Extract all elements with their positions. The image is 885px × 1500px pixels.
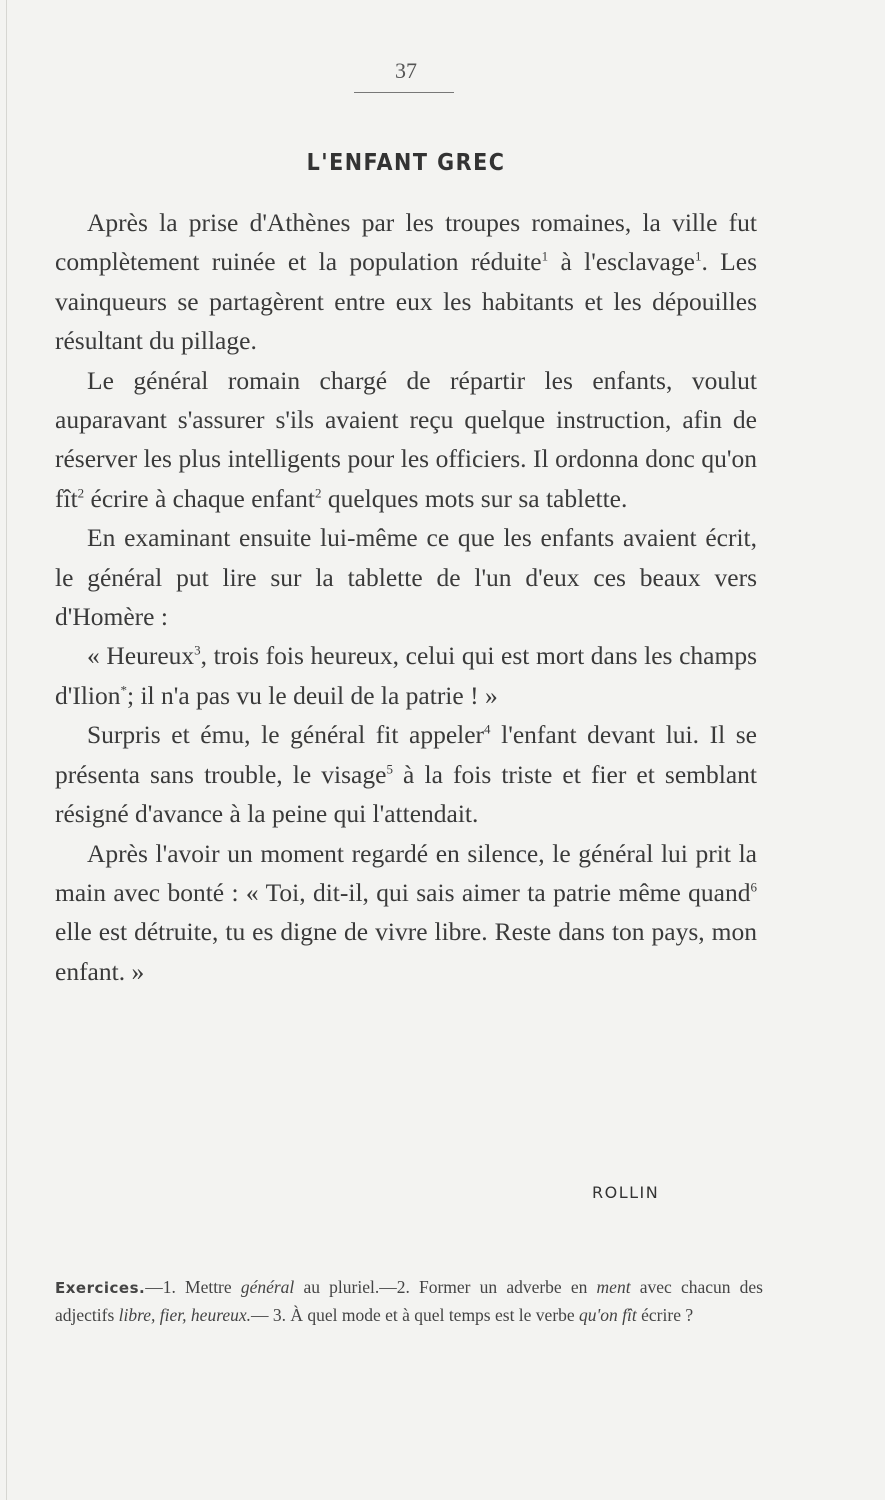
footnote-marker: 3 bbox=[194, 642, 201, 658]
exercise-text: avec chacun des adjectifs bbox=[55, 1277, 763, 1325]
footnote-marker: 2 bbox=[77, 485, 85, 501]
paragraph-text: En examinant ensuite lui-même ce que les enfants avaient écrit, le général put lire sur la tablette de l'un d'eux ces beaux vers d'Homère : bbox=[55, 523, 757, 632]
footnote-marker: 5 bbox=[386, 761, 393, 777]
paragraph-text: Après l'avoir un moment regardé en silence, le général lui prit la main avec bonté : « Toi, dit-il, qui sais aimer ta patrie même quand bbox=[55, 838, 757, 907]
footnote-marker: 1 bbox=[694, 248, 702, 264]
paragraph-text: Surpris et ému, le général fit appeler bbox=[87, 720, 485, 750]
footnote-marker: 6 bbox=[750, 879, 757, 895]
exercise-text: au pluriel.—2. Former un adverbe en bbox=[294, 1277, 597, 1297]
paragraph-text: ; il n'a pas vu le deuil de la patrie ! » bbox=[127, 680, 498, 710]
paragraph-text: . Les vainqueurs se partagèrent entre eux les habitants et les dépouilles résultant du pillage. bbox=[55, 247, 757, 356]
exercise-italic-term: ment bbox=[596, 1277, 631, 1297]
exercises bbox=[55, 1274, 763, 1329]
paragraph-text: Après la prise d'Athènes par les troupes romaines, la ville fut complètement ruinée et la population réduite bbox=[55, 208, 757, 277]
paragraph bbox=[55, 518, 757, 636]
paragraph bbox=[55, 636, 757, 715]
body-text bbox=[55, 203, 757, 991]
footnote-marker: * bbox=[120, 682, 128, 698]
exercises-heading: Exercices. bbox=[55, 1279, 146, 1297]
exercise-text: —1. Mettre bbox=[145, 1277, 241, 1297]
paragraph-text: elle est détruite, tu es digne de vivre libre. Reste dans ton pays, mon enfant. » bbox=[55, 917, 757, 986]
footnote-marker: 4 bbox=[484, 721, 491, 737]
exercise-text: — 3. À quel mode et à quel temps est le verbe bbox=[251, 1305, 580, 1325]
paragraph-text: l'enfant devant lui. Il se présenta sans trouble, le visage bbox=[55, 720, 757, 789]
footnote-marker: 1 bbox=[541, 248, 549, 264]
page-title: L'ENFANT GREC bbox=[306, 150, 506, 176]
paragraph bbox=[55, 715, 757, 833]
author-name: ROLLIN bbox=[592, 1183, 660, 1202]
exercise-italic-term: qu'on fît bbox=[579, 1305, 637, 1325]
paragraph bbox=[55, 834, 757, 992]
paragraph-text: à l'esclavage bbox=[548, 247, 695, 277]
paragraph-text: à la fois triste et fier et semblant résigné d'avance à la peine qui l'attendait. bbox=[55, 759, 758, 829]
paragraph-text: quelques mots sur sa tablette. bbox=[321, 483, 628, 513]
paragraph bbox=[55, 203, 757, 361]
paragraph bbox=[55, 361, 757, 519]
paragraph-text: « Heureux bbox=[87, 641, 195, 671]
paragraph-text: écrire à chaque enfant bbox=[84, 483, 315, 513]
paragraph-text: , trois fois heureux, celui qui est mort dans les champs d'Ilion bbox=[55, 641, 757, 710]
exercise-italic-term: libre, fier, heureux. bbox=[118, 1305, 252, 1325]
paragraph-text: Le général romain chargé de répartir les enfants, voulut auparavant s'assurer s'ils avaient reçu quelque instruction, afin de réserver les plus intelligents pour les officiers. Il ordonna donc qu'on fît bbox=[55, 365, 757, 513]
exercise-italic-term: général bbox=[240, 1277, 295, 1297]
footnote-marker: 2 bbox=[314, 485, 322, 501]
header-rule bbox=[354, 92, 454, 93]
exercise-text: écrire ? bbox=[636, 1305, 694, 1325]
page-edge bbox=[6, 0, 7, 1500]
page-number: 37 bbox=[395, 58, 417, 83]
